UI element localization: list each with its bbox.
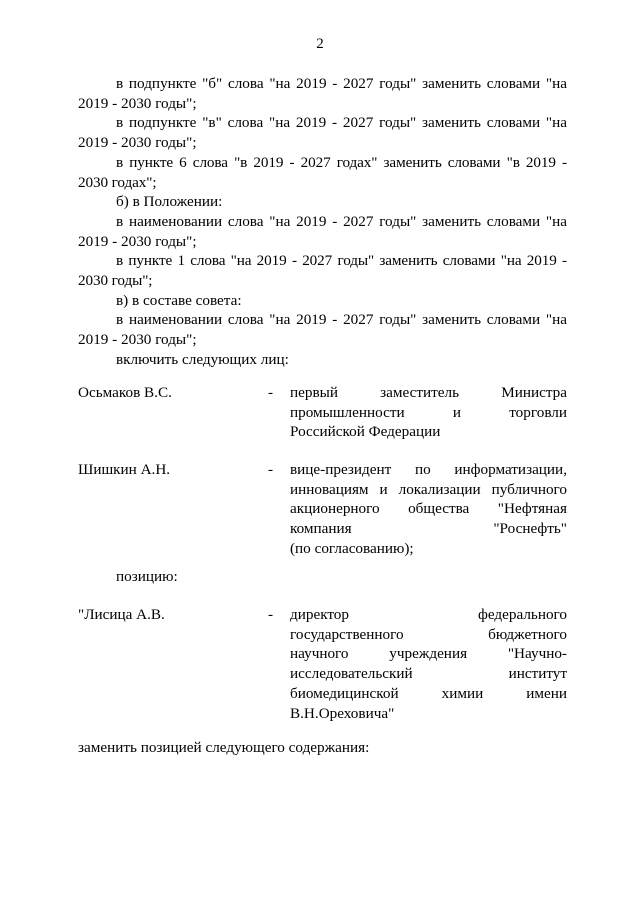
separator-dash: - (268, 384, 274, 401)
position-line: биомедицинской химии имени (290, 684, 567, 702)
paragraph: в пункте 1 слова "на 2019 - 2027 годы" заменить словами "на 2019 - 2030 годы"; (78, 252, 567, 290)
person-entry (78, 605, 567, 723)
position-line: инновациям и локализации публичного (290, 480, 567, 498)
paragraph: в наименовании слова "на 2019 - 2027 годы" заменить словами "на 2019 - 2030 годы"; (78, 311, 567, 349)
person-name: "Лисица А.В. (78, 606, 165, 623)
position-line: Российской Федерации (290, 423, 441, 441)
paragraph: в) в составе совета: (116, 291, 242, 309)
person-name: Шишкин А.Н. (78, 461, 171, 478)
position-line: акционерного общества "Нефтяная (290, 500, 567, 518)
position-line: государственного бюджетного (290, 625, 567, 643)
person-entry (78, 383, 567, 442)
position-line: научного учреждения "Научно- (290, 645, 567, 663)
paragraph: включить следующих лиц: (116, 350, 289, 368)
page-number: 2 (316, 36, 324, 52)
document-body (78, 74, 567, 370)
separator-dash: - (268, 461, 274, 478)
paragraph: в подпункте "б" слова "на 2019 - 2027 годы" заменить словами "на 2019 - 2030 годы"; (78, 75, 567, 112)
paragraph: в подпункте "в" слова "на 2019 - 2027 годы" заменить словами "на 2019 - 2030 годы"; (78, 114, 567, 152)
person-entry (78, 460, 567, 559)
position-line: директор федерального (290, 606, 567, 623)
paragraph: б) в Положении: (116, 193, 223, 211)
position-line: компания "Роснефть" (290, 520, 567, 538)
person-position (290, 383, 567, 442)
position-line: В.Н.Ореховича" (290, 704, 395, 722)
position-line: (по согласованию); (290, 539, 414, 557)
person-position (290, 460, 567, 559)
position-line: вице-президент по информатизации, (290, 461, 567, 478)
position-line: промышленности и торговли (290, 403, 567, 421)
paragraph: в пункте 6 слова "в 2019 - 2027 годах" заменить словами "в 2019 - 2030 годах"; (78, 153, 567, 191)
paragraph: в наименовании слова "на 2019 - 2027 годы" заменить словами "на 2019 - 2030 годы"; (78, 212, 567, 250)
person-position (290, 605, 567, 723)
separator-dash: - (268, 606, 274, 623)
position-line: первый заместитель Министра (290, 384, 567, 401)
position-line: исследовательский институт (290, 665, 567, 683)
position-label: позицию: (116, 568, 178, 585)
closing-text: заменить позицией следующего содержания: (78, 739, 370, 756)
person-name: Осьмаков В.С. (78, 384, 172, 401)
